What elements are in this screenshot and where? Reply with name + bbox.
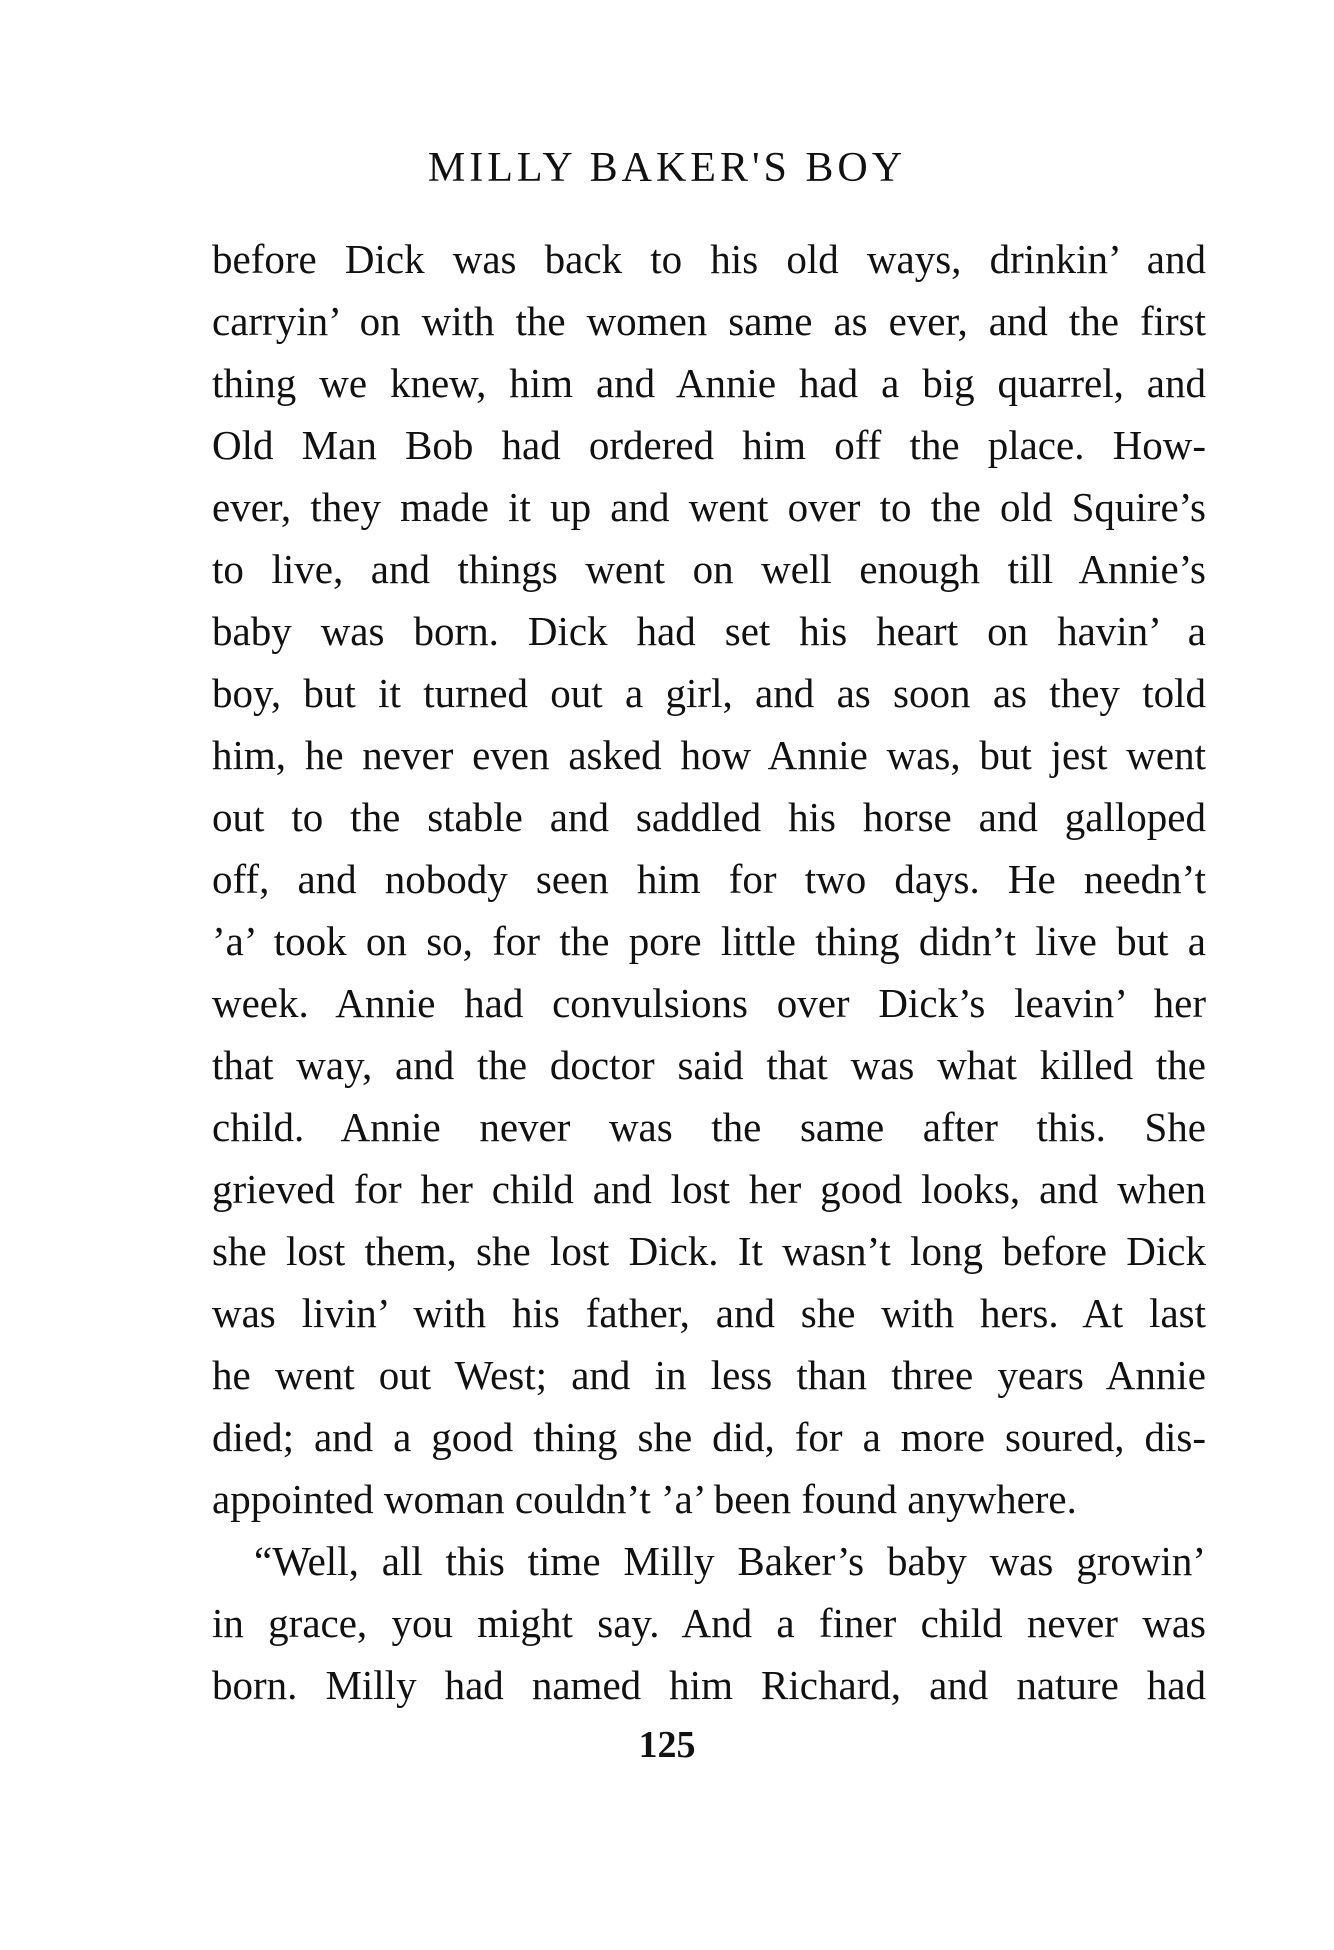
text-line: ’a’ took on so, for the pore little thing didn’t live but a [212,918,1206,964]
text-line: baby was born. Dick had set his heart on havin’ a [212,608,1206,654]
text-line: child. Annie never was the same after this. She [212,1104,1206,1150]
text-line: born. Milly had named him Richard, and nature had [212,1662,1206,1708]
text-line-paragraph-start: “Well, all this time Milly Baker’s baby was growin’ [254,1538,1206,1584]
text-line: week. Annie had convulsions over Dick’s leavin’ her [212,980,1206,1026]
text-line: before Dick was back to his old ways, drinkin’ and [212,236,1206,282]
page-number: 125 [638,1724,696,1766]
text-line: Old Man Bob had ordered him off the place. How- [212,422,1206,468]
body-text [212,228,1206,1716]
text-line: carryin’ on with the women same as ever, and the first [212,298,1206,344]
text-line-paragraph-end: appointed woman couldn’t ’a’ been found anywhere. [212,1476,1077,1522]
text-line: grieved for her child and lost her good looks, and when [212,1166,1206,1212]
text-line: was livin’ with his father, and she with hers. At last [212,1290,1206,1336]
text-line: boy, but it turned out a girl, and as soon as they told [212,670,1206,716]
text-line: out to the stable and saddled his horse and galloped [212,794,1206,840]
text-line: ever, they made it up and went over to the old Squire’s [212,484,1206,530]
text-line: off, and nobody seen him for two days. He needn’t [212,856,1206,902]
text-line: him, he never even asked how Annie was, but jest went [212,732,1206,778]
text-line: thing we knew, him and Annie had a big quarrel, and [212,360,1206,406]
text-line: died; and a good thing she did, for a more soured, dis- [212,1414,1206,1460]
text-line: that way, and the doctor said that was what killed the [212,1042,1206,1088]
text-line: she lost them, she lost Dick. It wasn’t long before Dick [212,1228,1206,1274]
running-head: MILLY BAKER'S BOY [427,145,907,191]
text-line: in grace, you might say. And a finer child never was [212,1600,1206,1646]
text-line: to live, and things went on well enough till Annie’s [212,546,1206,592]
text-line: he went out West; and in less than three years Annie [212,1352,1206,1398]
